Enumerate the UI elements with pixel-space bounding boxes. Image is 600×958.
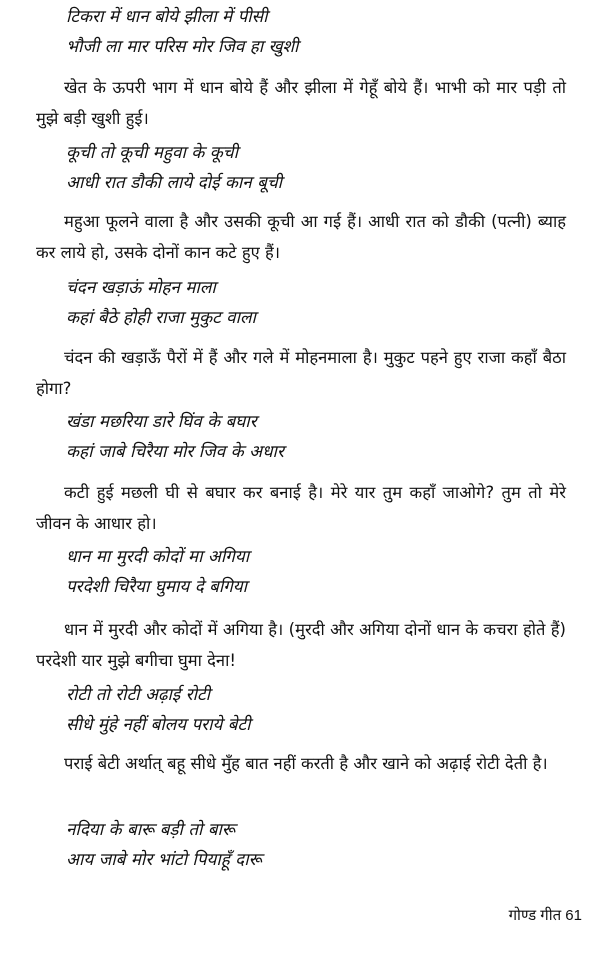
meaning-4: कटी हुई मछली घी से बघार कर बनाई है। मेरे यार तुम कहाँ जाओगे? तुम तो मेरे जीवन के आधार हो।	[36, 483, 566, 533]
meaning-6: पराई बेटी अर्थात् बहू सीधे मुँह बात नहीं करती है और खाने को अढ़ाई रोटी देती है।	[64, 754, 548, 773]
verse-line: धान मा मुरदी कोदों मा अगिया	[66, 547, 250, 567]
meaning-3: चंदन की खड़ाऊँ पैरों में हैं और गले में मोहनमाला है। मुकुट पहने हुए राजा कहाँ बैठा होगा?	[36, 348, 566, 398]
verse-line: आधी रात डौकी लाये दोई कान बूची	[66, 173, 283, 193]
verse-5	[58, 542, 586, 602]
verse-line: कूची तो कूची महुवा के कूची	[66, 143, 238, 163]
verse-line: कहां जाबे चिरैया मोर जिव के अधार	[66, 442, 284, 462]
verse-line: रोटी तो रोटी अढ़ाई रोटी	[66, 685, 210, 705]
verse-3	[58, 273, 586, 333]
verse-line: परदेशी चिरैया घुमाय दे बगिया	[66, 577, 248, 597]
verse-1	[58, 2, 586, 62]
meaning-1: खेत के ऊपरी भाग में धान बोये हैं और झीला में गेहूँ बोये हैं। भाभी को मार पड़ी तो मुझे बड़ी खुशी हुई।	[36, 78, 566, 128]
page-footer: गोण्ड गीत 61	[508, 907, 582, 924]
verse-line: सीधे मुंहे नहीं बोलय पराये बेटी	[66, 715, 251, 735]
verse-line: आय जाबे मोर भांटो पियाहूँ दारू	[66, 850, 262, 870]
verse-2	[58, 138, 586, 198]
verse-4	[58, 407, 586, 467]
verse-line: टिकरा में धान बोये झीला में पीसी	[66, 7, 268, 27]
verse-7	[58, 815, 586, 875]
verse-line: खंडा मछरिया डारे घिंव के बघार	[66, 412, 257, 432]
meaning-5: धान में मुरदी और कोदों में अगिया है। (मुरदी और अगिया दोनों धान के कचरा होते हैं) परदेशी यार मुझे बगीचा घुमा देना!	[36, 620, 566, 670]
meaning-2: महुआ फूलने वाला है और उसकी कूची आ गई हैं। आधी रात को डौकी (पत्नी) ब्याह कर लाये हो, उसके दोनों कान कटे हुए हैं।	[36, 212, 566, 262]
verse-line: भौजी ला मार परिस मोर जिव हा खुशी	[66, 37, 299, 57]
verse-line: कहां बैठे होही राजा मुकुट वाला	[66, 308, 256, 328]
verse-6	[58, 680, 586, 740]
verse-line: नदिया के बारू बड़ी तो बारू	[66, 820, 236, 840]
verse-line: चंदन खड़ाऊं मोहन माला	[66, 278, 216, 298]
